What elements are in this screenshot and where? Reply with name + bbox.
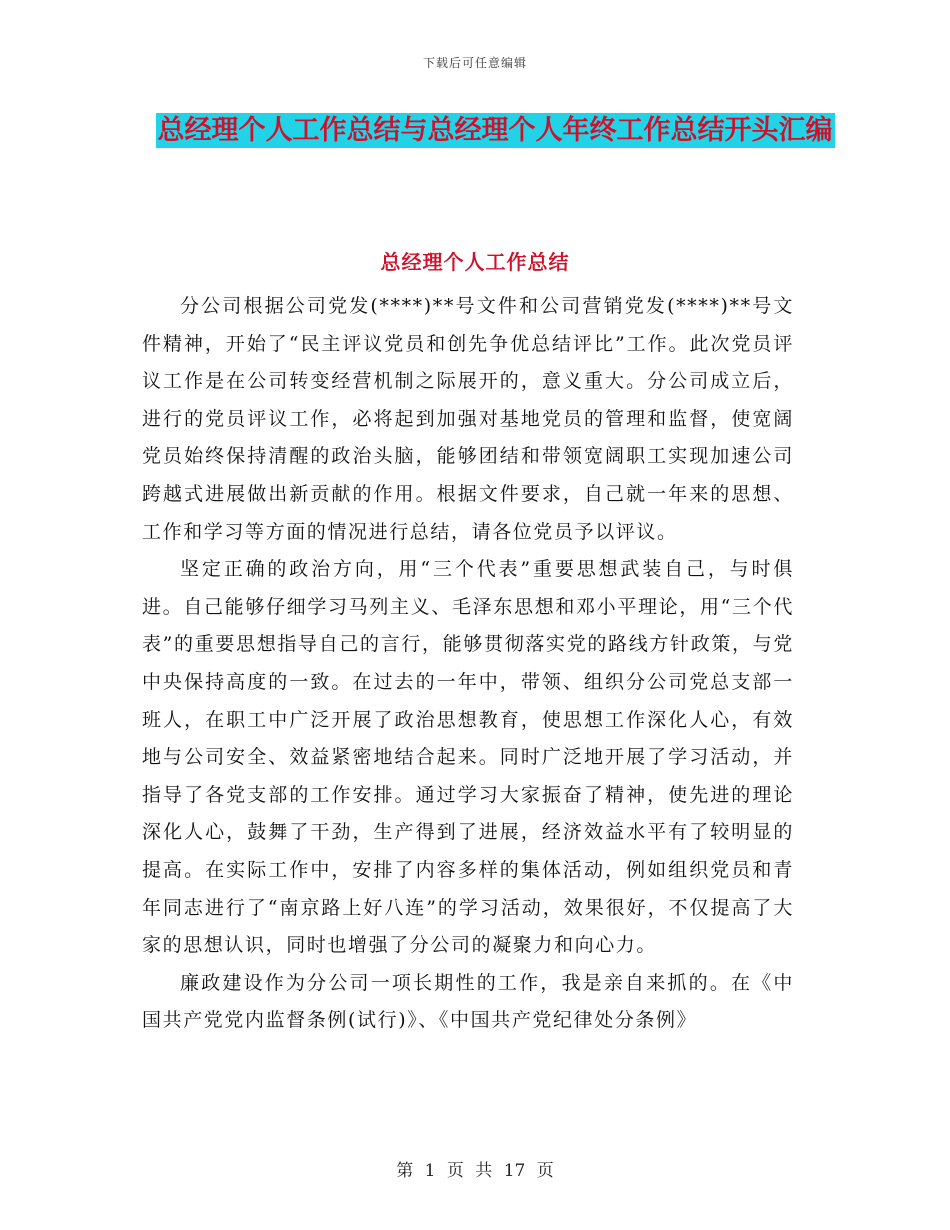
- paragraph-2: 坚定正确的政治方向，用“三个代表”重要思想武装自己，与时俱进。自己能够仔细学习马列主义、毛泽东思想和邓小平理论，用“三个代表”的重要思想指导自己的言行，能够贯彻落实党的路线方针政策，与党中央保持高度的一致。在过去的一年中，带领、组织分公司党总支部一班人，在职工中广泛开展了政治思想教育，使思想工作深化人心，有效地与公司安全、效益紧密地结合起来。同时广泛地开展了学习活动，并指导了各党支部的工作安排。通过学习大家振奋了精神，使先进的理论深化人心，鼓舞了干劲，生产得到了进展，经济效益水平有了较明显的提高。在实际工作中，安排了内容多样的集体活动，例如组织党员和青年同志进行了“南京路上好八连”的学习活动，效果很好，不仅提高了大家的思想认识，同时也增强了分公司的凝聚力和向心力。: [142, 558, 794, 957]
- header-note: 下载后可任意编辑: [422, 56, 527, 70]
- document-body: [142, 288, 794, 1040]
- paragraph-3: 廉政建设作为分公司一项长期性的工作，我是亲自来抓的。在《中国共产党党内监督条例(试行)》、《中国共产党纪律处分条例》: [142, 971, 794, 1032]
- document-title: [150, 108, 840, 154]
- section-title: 总经理个人工作总结: [380, 250, 570, 274]
- page-number-footer: 第 1 页 共 17 页: [396, 1161, 554, 1181]
- paragraph-1: 分公司根据公司党发(****)**号文件和公司营销党发(****)**号文件精神，开始了“民主评议党员和创先争优总结评比”工作。此次党员评议工作是在公司转变经营机制之际展开的，意义重大。分公司成立后，进行的党员评议工作，必将起到加强对基地党员的管理和监督，使宽阔党员始终保持清醒的政治头脑，能够团结和带领宽阔职工实现加速公司跨越式进展做出新贡献的作用。根据文件要求，自己就一年来的思想、工作和学习等方面的情况进行总结，请各位党员予以评议。: [142, 295, 794, 543]
- document-title-text: 总经理个人工作总结与总经理个人年终工作总结开头汇编: [157, 115, 833, 146]
